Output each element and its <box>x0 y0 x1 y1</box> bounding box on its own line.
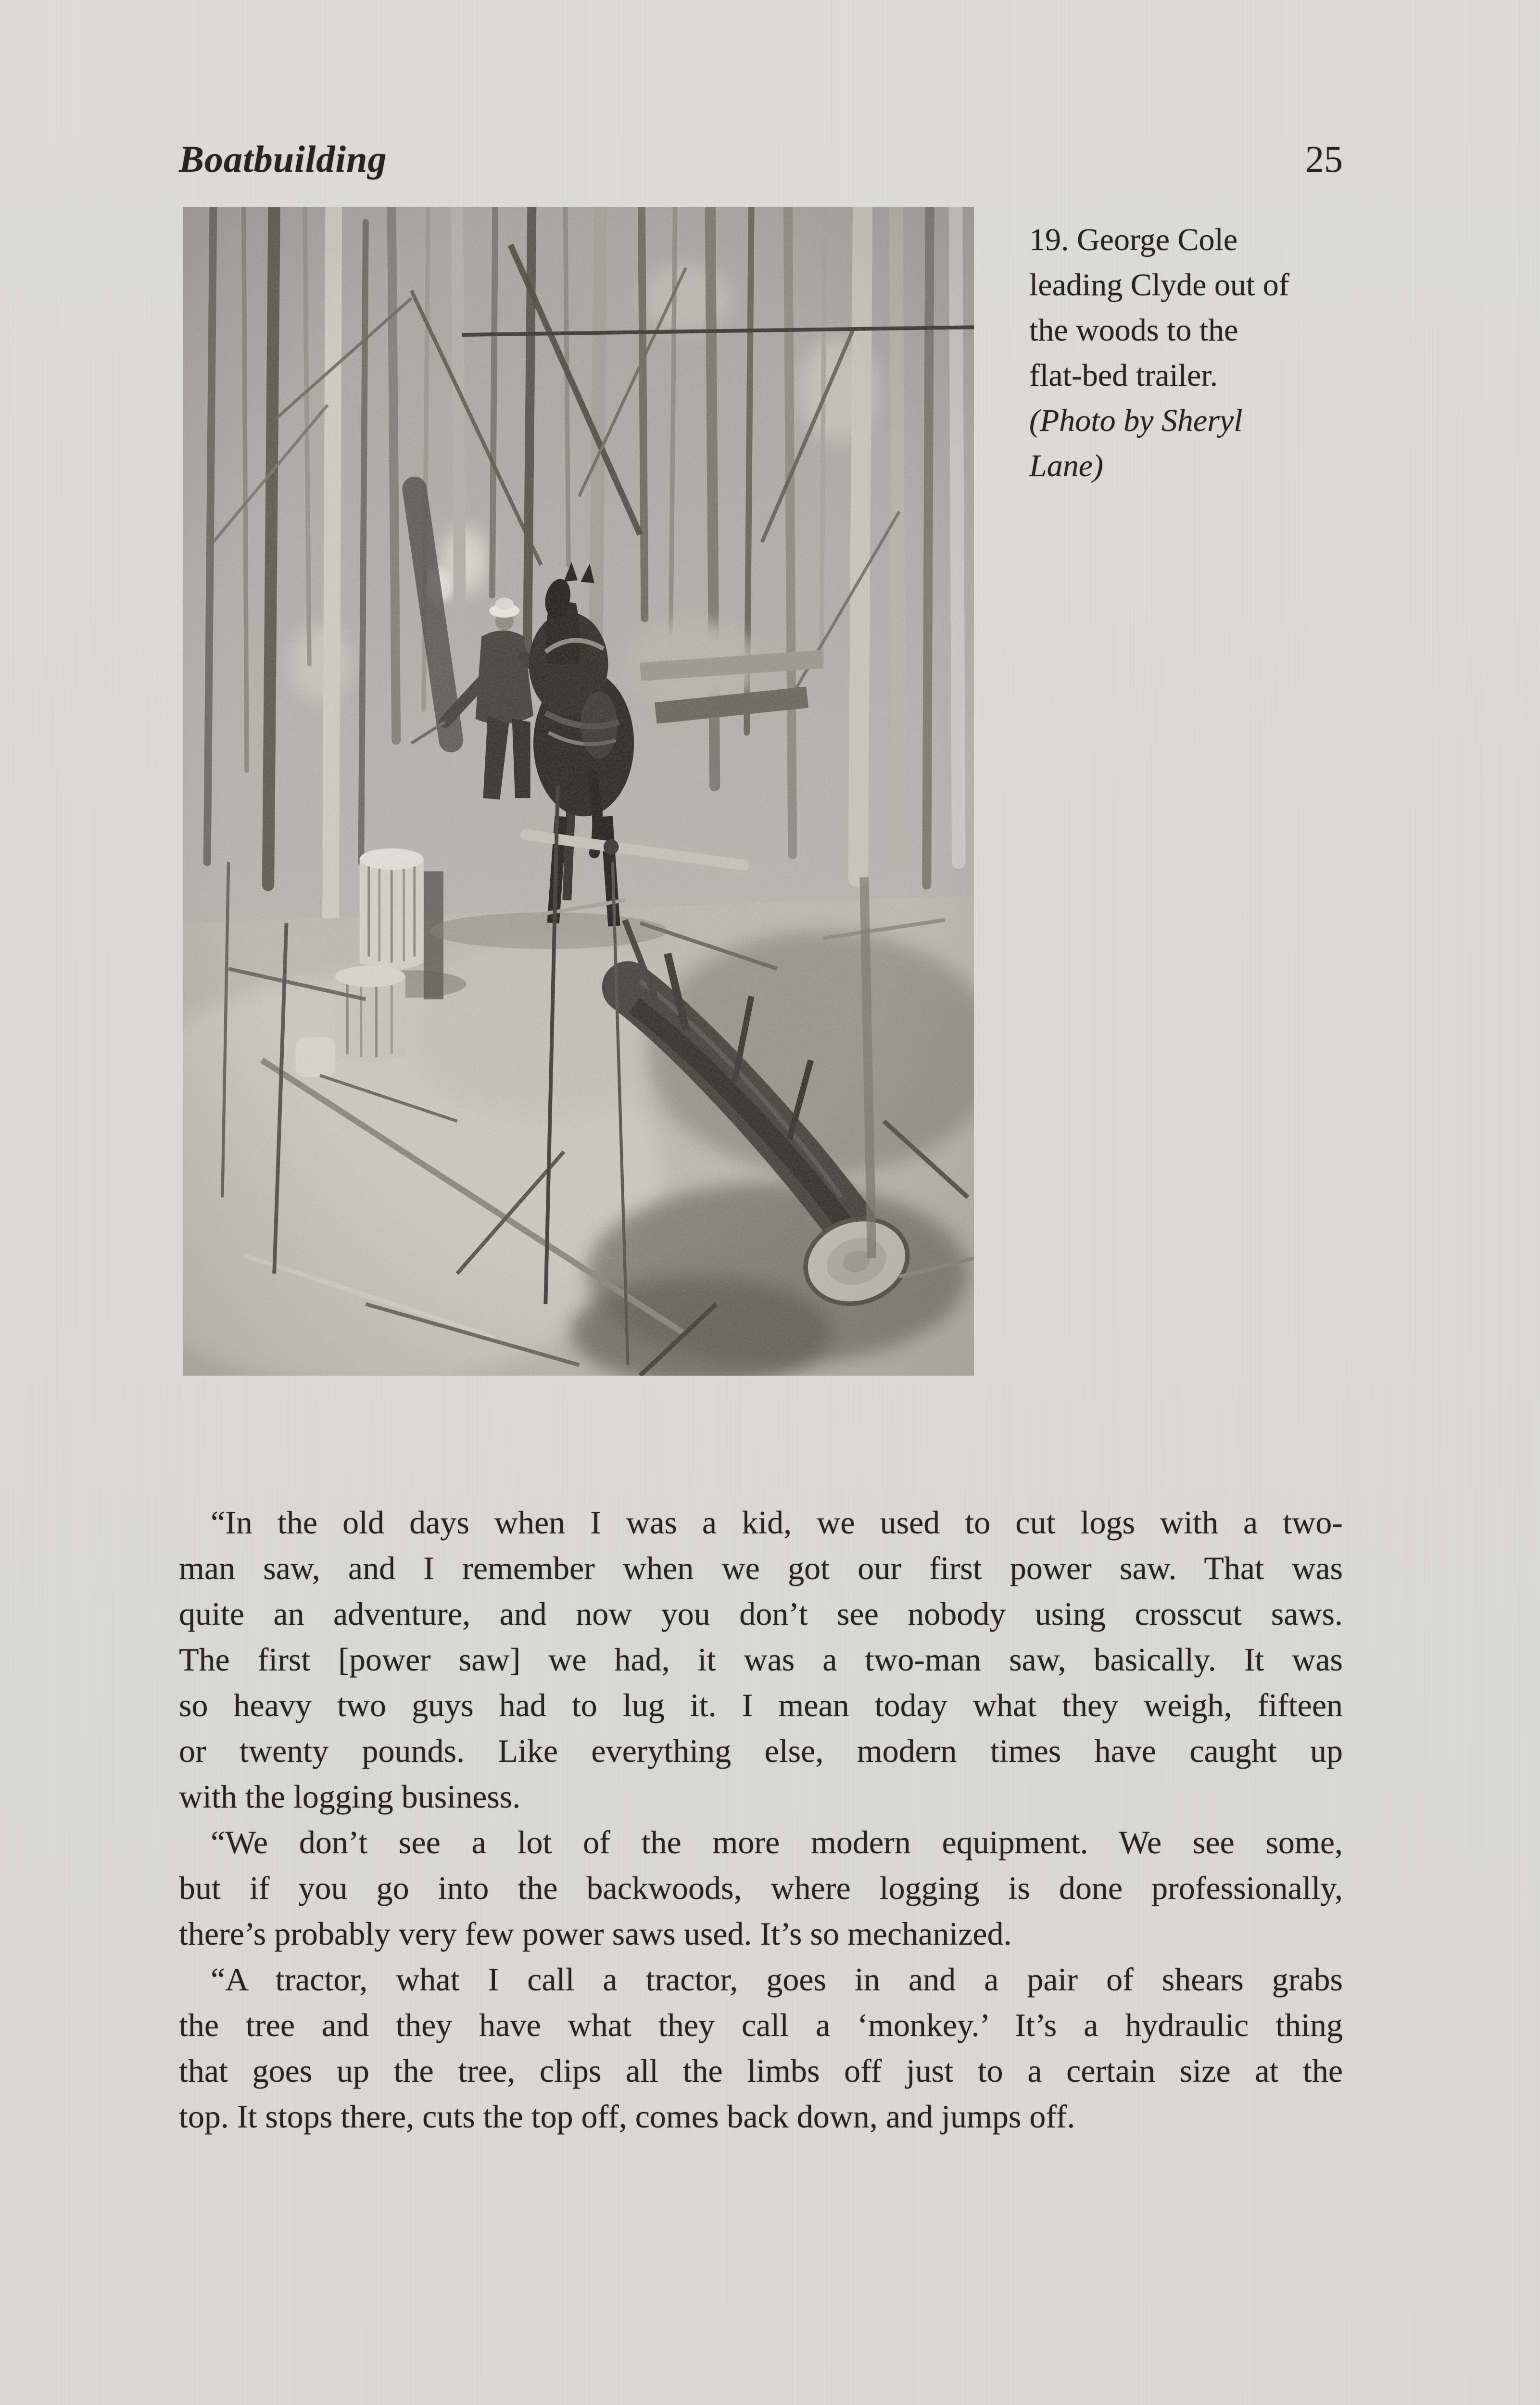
caption-line: Lane) <box>1029 448 1103 483</box>
photo-caption <box>1029 217 1395 489</box>
logging-photo-illustration <box>183 207 974 1376</box>
paragraph <box>179 1500 1343 1820</box>
logging-photo <box>183 207 974 1376</box>
caption-line: 19. George Cole <box>1029 222 1238 257</box>
page-header <box>179 140 1343 178</box>
text-line: that goes up the tree, clips all the limbs off just to a certain size at the <box>179 2052 1343 2089</box>
text-line: or twenty pounds. Like everything else, modern times have caught up <box>179 1733 1343 1769</box>
text-line: top. It stops there, cuts the top off, comes back down, and jumps off. <box>179 2098 1075 2135</box>
text-line: but if you go into the backwoods, where logging is done professionally, <box>179 1870 1343 1906</box>
caption-line: the woods to the <box>1029 313 1238 348</box>
running-title: Boatbuilding <box>179 138 387 180</box>
text-line: “In the old days when I was a kid, we used to cut logs with a two- <box>211 1504 1343 1541</box>
text-line: there’s probably very few power saws used. It’s so mechanized. <box>179 1915 1012 1952</box>
text-line: the tree and they have what they call a ‘monkey.’ It’s a hydraulic thing <box>179 2007 1343 2043</box>
paragraph <box>179 1820 1343 1957</box>
text-line: quite an adventure, and now you don’t see nobody using crosscut saws. <box>179 1595 1343 1632</box>
caption-line: flat-bed trailer. <box>1029 358 1218 393</box>
caption-line: leading Clyde out of <box>1029 267 1289 303</box>
text-line: so heavy two guys had to lug it. I mean today what they weigh, fifteen <box>179 1687 1343 1723</box>
text-line: The first [power saw] we had, it was a two-man saw, basically. It was <box>179 1641 1343 1678</box>
text-line: “We don’t see a lot of the more modern equipment. We see some, <box>211 1824 1343 1861</box>
paragraph <box>179 1957 1343 2139</box>
text-line: with the logging business. <box>179 1778 521 1815</box>
photo-vignette <box>183 207 974 1376</box>
caption-line: (Photo by Sheryl <box>1029 403 1243 438</box>
text-line: man saw, and I remember when we got our first power saw. That was <box>179 1550 1343 1586</box>
text-line: “A tractor, what I call a tractor, goes in and a pair of shears grabs <box>211 1961 1343 1998</box>
page-number: 25 <box>1305 138 1343 180</box>
body-text <box>179 1500 1343 2139</box>
